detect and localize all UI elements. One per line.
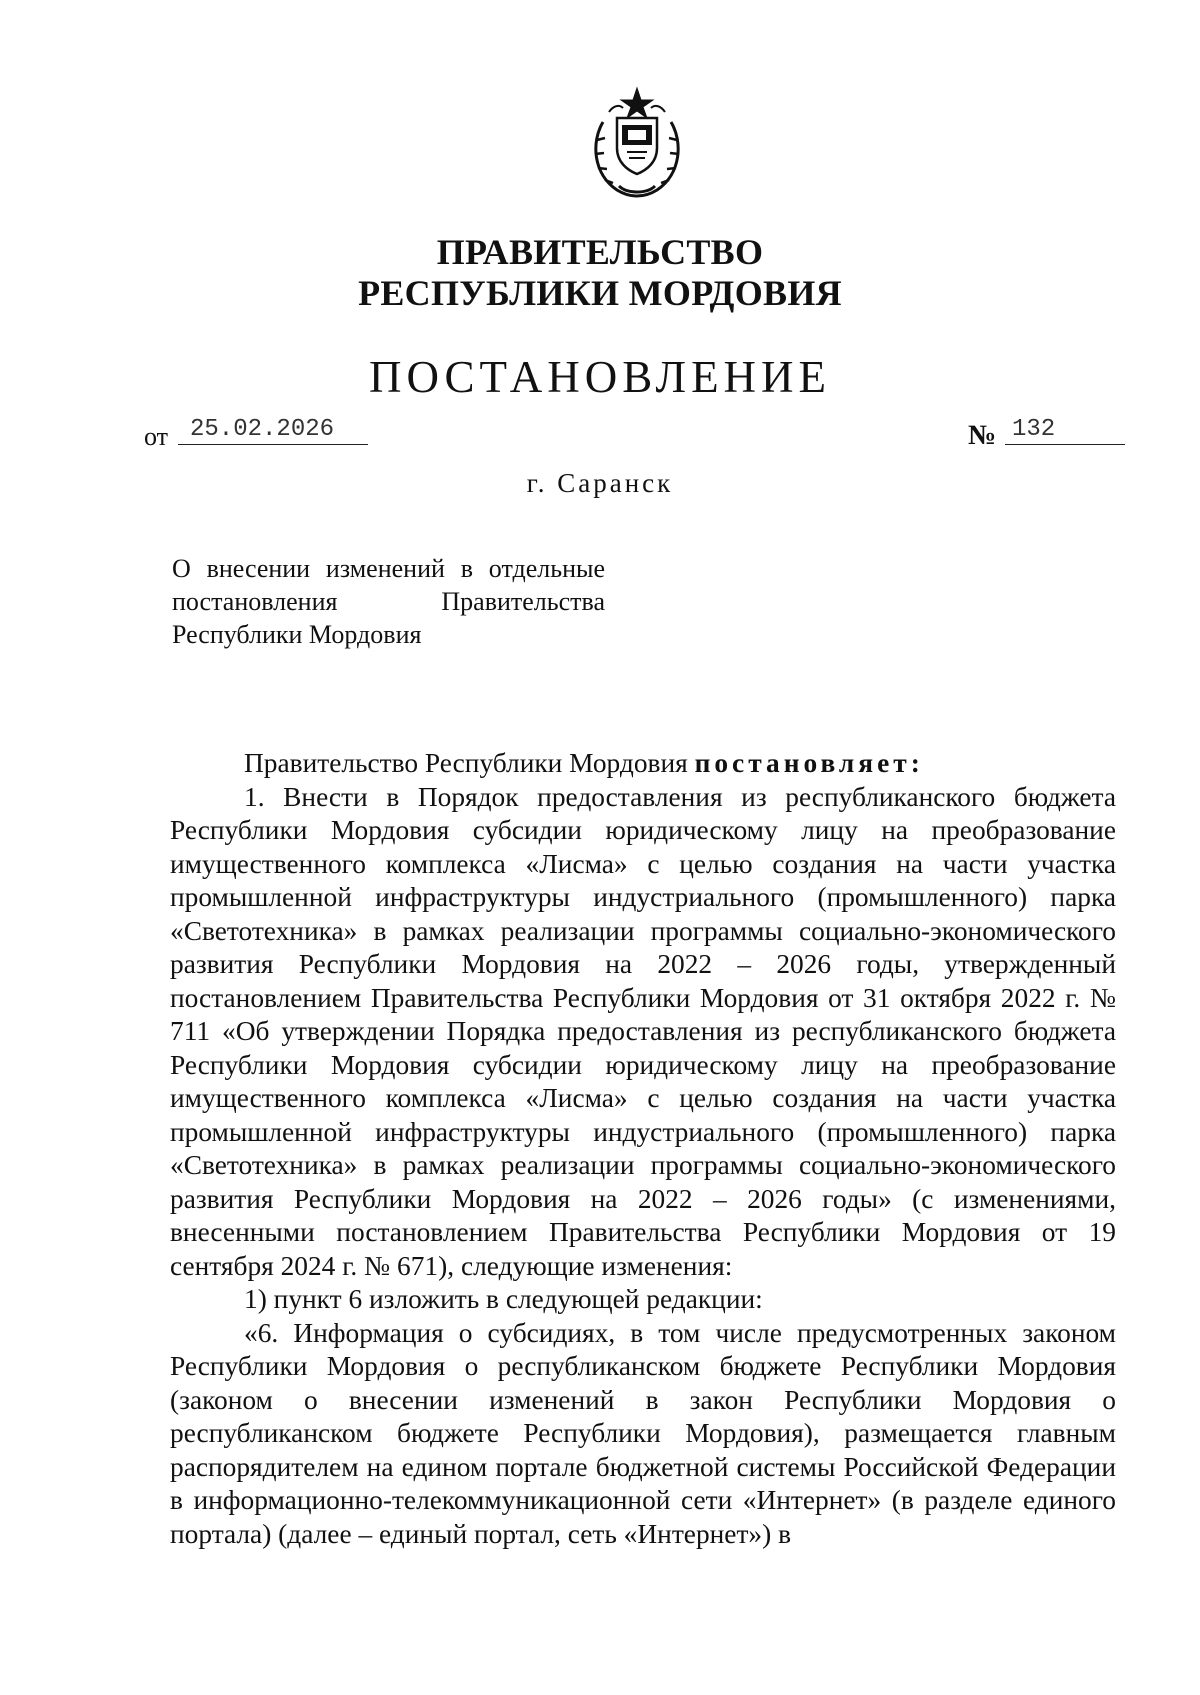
document-subject: О внесении изменений в отдельные постановления Правительства Республики Мордовия: [172, 554, 605, 649]
government-title-line1: ПРАВИТЕЛЬСТВО: [436, 232, 764, 272]
document-body: [170, 747, 1116, 1551]
date-prefix: от: [144, 422, 169, 451]
date-underline: [178, 444, 368, 445]
city: г. Саранск: [526, 468, 674, 498]
body-paragraph: «6. Информация о субсидиях, в том числе предусмотренных законом Республики Мордовия о республиканском бюджете Республики Мордовия (законом о внесении изменений в закон Республики Мордовия о республиканском бюджете Республики Мордовия), размещается главным распорядителем на едином портале бюджетной системы Российской Федерации в информационно-телекоммуникационной сети «Интернет» (в разделе единого портала) (далее – единый портал, сеть «Интернет») в: [170, 1317, 1116, 1549]
document-type: ПОСТАНОВЛЕНИЕ: [368, 352, 832, 402]
preamble: [170, 747, 1116, 781]
government-title-line2: РЕСПУБЛИКИ МОРДОВИЯ: [358, 273, 842, 313]
body-paragraph: 1) пункт 6 изложить в следующей редакции:: [244, 1284, 763, 1314]
coat-of-arms-of-mordovia-icon: [583, 82, 691, 204]
preamble-text: Правительство Республики Мордовия: [244, 748, 688, 778]
document-date: 25.02.2026: [190, 416, 335, 443]
number-prefix: №: [968, 420, 997, 451]
number-underline: [1005, 444, 1125, 445]
document-number: 132: [1012, 416, 1056, 443]
preamble-action: постановляет:: [694, 748, 924, 778]
body-paragraph: 1. Внести в Порядок предоставления из республиканского бюджета Республики Мордовия субсидии юридическому лицу на преобразование имущественного комплекса «Лисма» с целью создания на части участка промышленной инфраструктуры индустриального (промышленного) парка «Светотехника» в рамках реализации программы социально-экономического развития Республики Мордовия на 2022 – 2026 годы, утвержденный постановлением Правительства Республики Мордовия от 31 октября 2022 г. № 711 «Об утверждении Порядка предоставления из республиканского бюджета Республики Мордовия субсидии юридическому лицу на преобразование имущественного комплекса «Лисма» с целью создания на части участка промышленной инфраструктуры индустриального (промышленного) парка «Светотехника» в рамках реализации программы социально-экономического развития Республики Мордовия на 2022 – 2026 годы» (с изменениями, внесенными постановлением Правительства Республики Мордовия от 19 сентября 2024 г. № 671), следующие изменения:: [170, 781, 1116, 1281]
